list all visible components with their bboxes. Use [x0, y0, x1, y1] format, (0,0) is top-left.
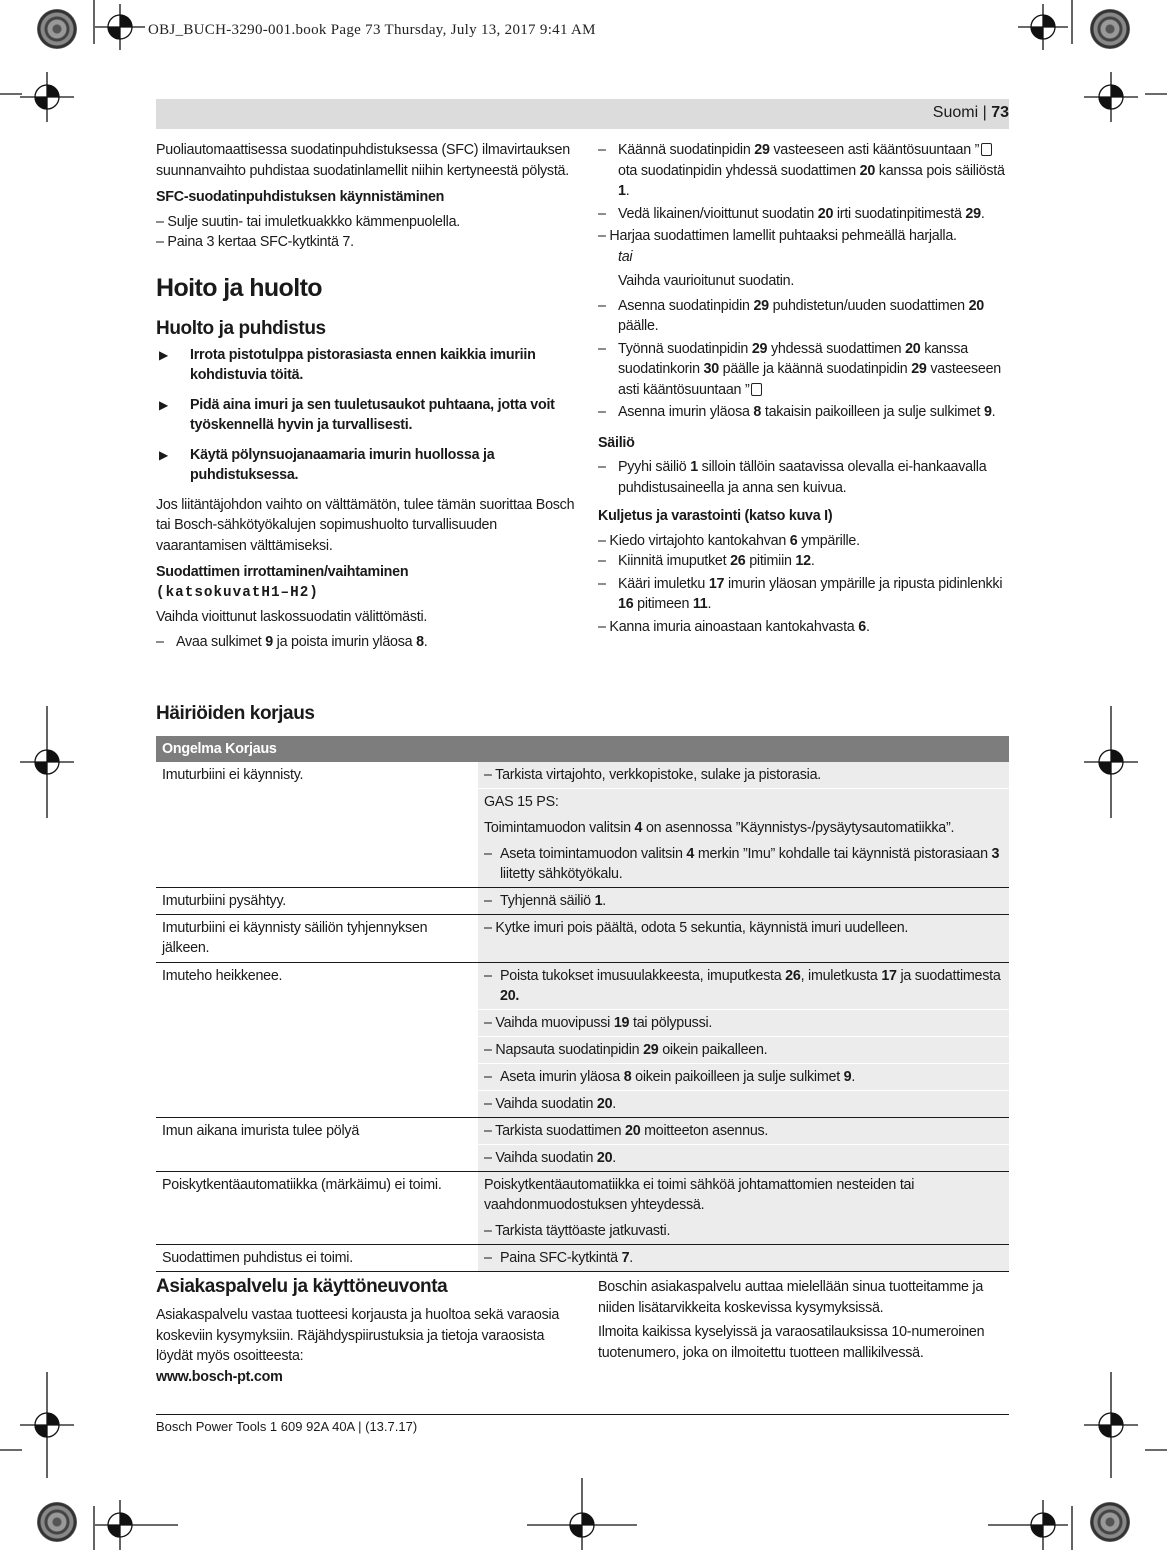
problem-cell: Imuturbiini pysähtyy. — [156, 888, 478, 915]
fix-cell: – Tyhjennä säiliö 1. — [478, 888, 1009, 915]
fix-cell: – Vaihda muovipussi 19 tai pölypussi. — [478, 1010, 1009, 1037]
or-label: tai — [618, 248, 633, 265]
right-column — [598, 140, 1009, 641]
filter-title: Suodattimen irrottaminen/vaihtaminen — [156, 564, 409, 580]
service-left — [156, 1275, 576, 1391]
warning-item: ▶ Käytä pölynsuojanaamaria imurin huollossa ja puhdistuksessa. — [159, 446, 495, 483]
service-text-right: Boschin asiakaspalvelu auttaa mielellään sinua tuotteitamme ja niiden lisätarvikkeita koskevissa kysymyksissä. — [598, 1279, 984, 1316]
filter-text: Vaihda vioittunut laskossuodatin välittömästi. — [156, 609, 428, 625]
sfc-intro: Puoliautomaattisessa suodatinpuhdistuksessa (SFC) ilmavirtauksen suunnanvaihto puhdistaa suodatinlamellit niihin kertyneestä pölystä. — [156, 142, 570, 179]
service-url[interactable]: www.bosch-pt.com — [156, 1368, 283, 1385]
footer-rule — [156, 1414, 1009, 1415]
cord-replacement-text: Jos liitäntäjohdon vaihto on välttämätön, tulee tämän suorittaa Bosch tai Bosch-sähkötyökalujen sopimushuolto turvallisuuden vaarantamisen välttämiseksi. — [156, 496, 575, 554]
warning-item: ▶ Pidä aina imuri ja sen tuuletusaukot puhtaana, jotta voit työskennellä hyvin ja turvallisesti. — [159, 396, 555, 433]
unlock-icon — [981, 143, 992, 156]
problem-cell: Poiskytkentäautomatiikka (märkäimu) ei toimi. — [156, 1172, 478, 1245]
service-text: Asiakaspalvelu vastaa tuotteesi korjausta ja huoltoa sekä varaosia koskeviin kysymyksiin. Räjähdyspiirustuksia ja tietoja varaosista löydät myös osoitteesta: — [156, 1307, 560, 1364]
transport-title: Kuljetus ja varastointi (katso kuva I) — [598, 508, 833, 524]
header-bar — [156, 99, 1009, 129]
troubleshooting-table — [156, 736, 1009, 1272]
fix-cell: – Tarkista suodattimen 20 moitteeton asennus. — [478, 1118, 1009, 1145]
filter-step: – Käännä suodatinpidin 29 vasteeseen asti kääntösuuntaan ” ota suodatinpidin yhdessä suodattimen 20 kanssa pois säiliöstä 1. — [598, 142, 1005, 199]
bullet-arrow-icon: ▶ — [159, 397, 168, 412]
fix-cell: – Aseta toimintamuodon valitsin 4 merkin ”Imu” kohdalle tai käynnistä pistorasiaan 3 liitetty sähkötyökalu. — [478, 841, 1009, 888]
color-target-bottom-left — [37, 1502, 77, 1542]
page-number: 73 — [991, 104, 1009, 121]
tank-step: – Pyyhi säiliö 1 silloin tällöin saatavissa olevalla ei-hankaavalla puhdistusaineella ja anna sen kuivua. — [598, 459, 987, 496]
footer: Bosch Power Tools 1 609 92A 40A | (13.7.17) — [156, 1419, 418, 1434]
service-right — [598, 1277, 1009, 1367]
fix-cell: – Vaihda suodatin 20. — [478, 1091, 1009, 1118]
main-heading: Hoito ja huolto — [156, 273, 322, 302]
filter-step: – Vedä likainen/vioittunut suodatin 20 irti suodatinpitimestä 29. — [598, 205, 985, 222]
header-language: Suomi | — [932, 104, 992, 121]
bullet-arrow-icon: ▶ — [159, 347, 168, 362]
problem-cell: Suodattimen puhdistus ei toimi. — [156, 1245, 478, 1272]
tank-title: Säiliö — [598, 434, 635, 451]
transport-step: – Kiedo virtajohto kantokahvan 6 ympärille. — [598, 532, 860, 549]
filter-step-alt: Vaihda vaurioitunut suodatin. — [618, 273, 795, 289]
fix-cell: – Tarkista täyttöaste jatkuvasti. — [478, 1218, 1009, 1245]
table-header: Ongelma Korjaus — [156, 736, 1009, 762]
left-column — [156, 140, 584, 654]
transport-step: – Kanna imuria ainoastaan kantokahvasta 6. — [598, 618, 870, 635]
fix-cell: – Paina SFC-kytkintä 7. — [478, 1245, 1009, 1272]
running-header — [933, 104, 1009, 122]
filter-figure-ref: (katsokuvatH1–H2) — [156, 584, 319, 601]
color-target-top-right — [1090, 9, 1130, 49]
fix-cell: – Tarkista virtajohto, verkkopistoke, sulake ja pistorasia. — [478, 762, 1009, 789]
fix-cell: – Poista tukokset imusuulakkeesta, imuputkesta 26, imuletkusta 17 ja suodattimesta 20. — [478, 963, 1009, 1010]
filter-step: – Työnnä suodatinpidin 29 yhdessä suodattimen 20 kanssa suodatinkorin 30 päälle ja käännä suodatinpidin 29 vasteeseen asti kääntösuuntaan ” — [598, 340, 1001, 398]
problem-cell: Imun aikana imurista tulee pölyä — [156, 1118, 478, 1172]
fix-cell: GAS 15 PS: — [478, 789, 1009, 816]
filter-step: – Asenna suodatinpidin 29 puhdistetun/uuden suodattimen 20 päälle. — [598, 297, 984, 334]
service-heading: Asiakaspalvelu ja käyttöneuvonta — [156, 1276, 448, 1297]
problem-cell: Imuturbiini ei käynnisty säiliön tyhjennyksen jälkeen. — [156, 915, 478, 963]
sfc-step: – Sulje suutin- tai imuletkuakkko kämmenpuolella. — [156, 213, 461, 230]
bullet-arrow-icon: ▶ — [159, 447, 168, 462]
sfc-title: SFC-suodatinpuhdistuksen käynnistäminen — [156, 189, 445, 205]
filter-step: – Asenna imurin yläosa 8 takaisin paikoilleen ja sulje sulkimet 9. — [598, 404, 996, 420]
problem-cell: Imuteho heikkenee. — [156, 963, 478, 1118]
sfc-step: – Paina 3 kertaa SFC-kytkintä 7. — [156, 234, 354, 250]
problem-cell: Imuturbiini ei käynnisty. — [156, 762, 478, 888]
fix-cell: – Napsauta suodatinpidin 29 oikein paikalleen. — [478, 1037, 1009, 1064]
fix-cell: Poiskytkentäautomatiikka ei toimi sähköä johtamattomien nesteiden tai vaahdonmuodostuksen yhteydessä. — [478, 1172, 1009, 1219]
sub-heading: Huolto ja puhdistus — [156, 317, 326, 339]
fix-cell: – Kytke imuri pois päältä, odota 5 sekuntia, käynnistä imuri uudelleen. — [478, 915, 1009, 963]
color-target-top-left — [37, 9, 77, 49]
warning-item: ▶ Irrota pistotulppa pistorasiasta ennen kaikkia imuriin kohdistuvia töitä. — [159, 346, 536, 383]
fix-cell: Toimintamuodon valitsin 4 on asennossa ”Käynnistys-/pysäytysautomatiikka”. — [478, 815, 1009, 841]
fix-cell: – Aseta imurin yläosa 8 oikein paikoilleen ja sulje sulkimet 9. — [478, 1064, 1009, 1091]
transport-step: – Kääri imuletku 17 imurin yläosan ympärille ja ripusta pidinlenkki 16 pitimeen 11. — [598, 575, 1003, 612]
filter-step: – Avaa sulkimet 9 ja poista imurin yläosa 8. — [156, 633, 428, 650]
service-text-right: Ilmoita kaikissa kyselyissä ja varaosatilauksissa 10-numeroinen tuotenumero, joka on ilmoitettu tuotteen mallikilvessä. — [598, 1324, 985, 1361]
fix-cell: – Vaihda suodatin 20. — [478, 1145, 1009, 1172]
transport-step: – Kiinnitä imuputket 26 pitimiin 12. — [598, 553, 815, 569]
faults-heading: Häiriöiden korjaus — [156, 703, 315, 724]
print-slug: OBJ_BUCH-3290-001.book Page 73 Thursday, July 13, 2017 9:41 AM — [148, 22, 596, 38]
lock-icon — [751, 383, 762, 396]
filter-step: – Harjaa suodattimen lamellit puhtaaksi pehmeällä harjalla. — [598, 228, 957, 244]
color-target-bottom-right — [1090, 1502, 1130, 1542]
